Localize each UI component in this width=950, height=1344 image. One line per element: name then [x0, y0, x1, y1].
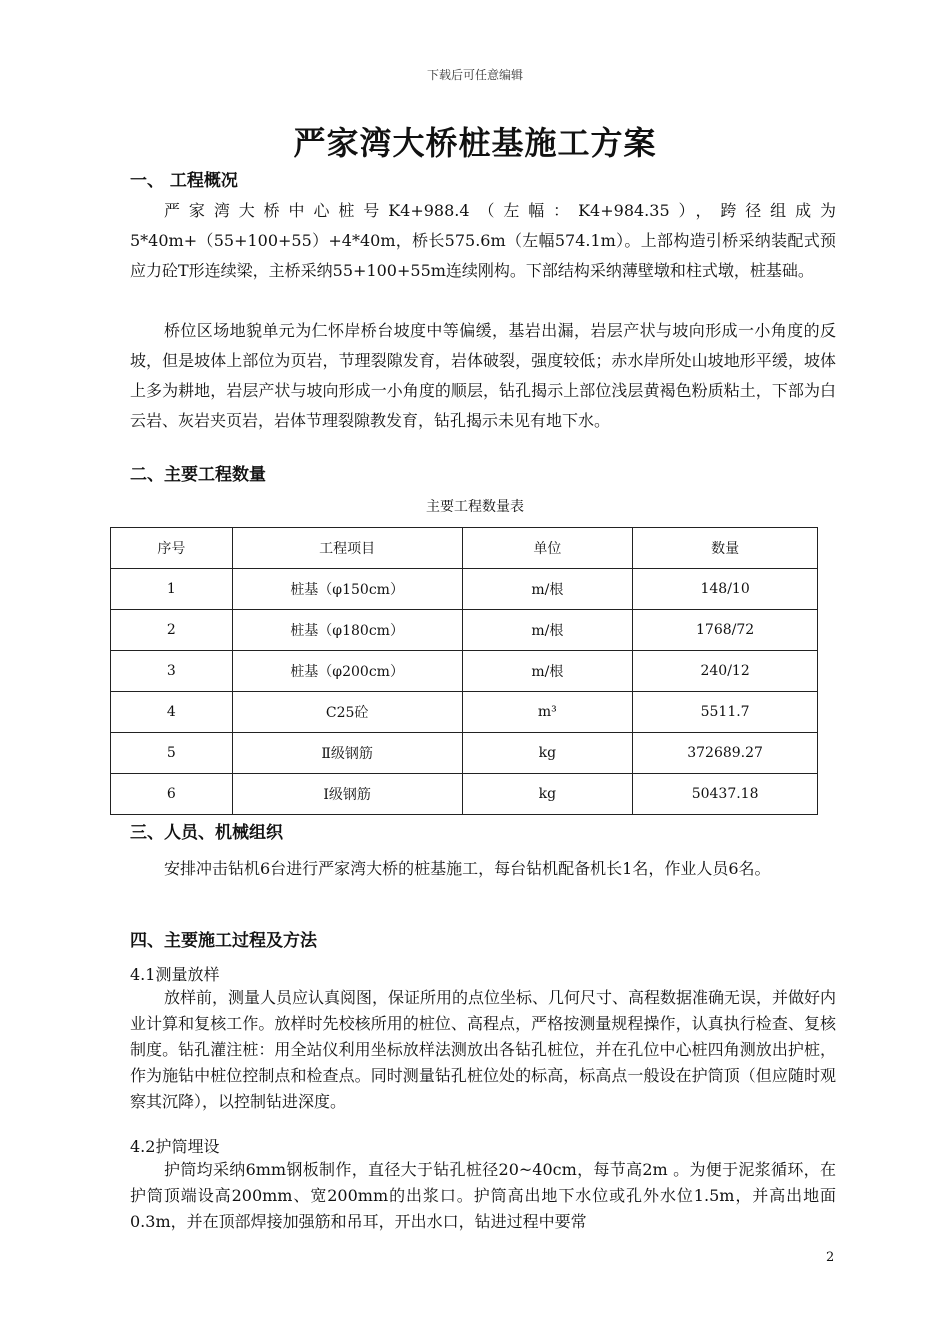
- table-cell: 1: [111, 569, 233, 610]
- column-header: 序号: [111, 528, 233, 569]
- table-cell: 50437.18: [633, 774, 818, 815]
- table-row: [111, 733, 818, 774]
- column-header: 单位: [462, 528, 633, 569]
- section-2-heading: 二、主要工程数量: [130, 465, 266, 485]
- table-header-row: [111, 528, 818, 569]
- quantity-table: [110, 527, 818, 815]
- table-cell: 4: [111, 692, 233, 733]
- section-1-heading: 一、 工程概况: [130, 171, 238, 191]
- table-cell: 桩基（φ200cm）: [232, 651, 462, 692]
- section-3-heading: 三、人员、机械组织: [130, 823, 283, 843]
- table-cell: m/根: [462, 651, 633, 692]
- table-row: [111, 774, 818, 815]
- subsection-4-2-paragraph: 护筒均采纳6mm钢板制作，直径大于钻孔桩径20~40cm，每节高2m 。为便于泥浆循环，在护筒顶端设高200mm、宽200mm的出浆口。护筒高出地下水位或孔外水位1.5m，并高出地面0.3m，并在顶部焊接加强筋和吊耳，开出水口，钻进过程中要常: [130, 1160, 836, 1231]
- table-cell: 6: [111, 774, 233, 815]
- table-cell: 5511.7: [633, 692, 818, 733]
- section-3-paragraph: 安排冲击钻机6台进行严家湾大桥的桩基施工，每台钻机配备机长1名，作业人员6名。: [164, 859, 771, 878]
- table-cell: 2: [111, 610, 233, 651]
- table-cell: Ⅱ级钢筋: [232, 733, 462, 774]
- section-1-paragraph-1: 严家湾大桥中心桩号K4+988.4（左幅：K4+984.35），跨径组成为5*40m+（55+100+55）+4*40m，桥长575.6m（左幅574.1m）。上部构造引桥采纳装配式预应力砼T形连续梁，主桥采纳55+100+55m连续刚构。下部结构采纳薄壁墩和柱式墩，桩基础。: [130, 201, 836, 280]
- subsection-4-1-paragraph: 放样前，测量人员应认真阅图，保证所用的点位坐标、几何尺寸、高程数据准确无误，并做好内业计算和复核工作。放样时先校核所用的桩位、高程点，严格按测量规程操作，认真执行检查、复核制度。钻孔灌注桩：用全站仪利用坐标放样法测放出各钻孔桩位，并在孔位中心桩四角测放出护桩，作为施钻中桩位控制点和检查点。同时测量钻孔桩位处的标高，标高点一般设在护筒顶（但应随时观察其沉降），以控制钻进深度。: [130, 988, 837, 1111]
- subsection-4-2-heading: 4.2护筒埋设: [130, 1137, 220, 1156]
- table-cell: 5: [111, 733, 233, 774]
- table-row: [111, 610, 818, 651]
- table-cell: 桩基（φ150cm）: [232, 569, 462, 610]
- table-cell: Ⅰ级钢筋: [232, 774, 462, 815]
- table-cell: C25砼: [232, 692, 462, 733]
- table-cell: kg: [462, 733, 633, 774]
- column-header: 数量: [633, 528, 818, 569]
- table-cell: m³: [462, 692, 633, 733]
- section-4-heading: 四、主要施工过程及方法: [130, 931, 317, 951]
- table-cell: 3: [111, 651, 233, 692]
- table-cell: 148/10: [633, 569, 818, 610]
- section-1-paragraph-2: 桥位区场地貌单元为仁怀岸桥台坡度中等偏缓，基岩出漏，岩层产状与坡向形成一小角度的反坡，但是坡体上部位为页岩，节理裂隙发育，岩体破裂，强度较低；赤水岸所处山坡地形平缓，坡体上多为耕地，岩层产状与坡向形成一小角度的顺层，钻孔揭示上部位浅层黄褐色粉质粘土，下部为白云岩、灰岩夹页岩，岩体节理裂隙教发育，钻孔揭示未见有地下水。: [130, 321, 836, 430]
- header-note: 下载后可任意编辑: [426, 68, 523, 82]
- table-cell: 240/12: [633, 651, 818, 692]
- table-row: [111, 569, 818, 610]
- subsection-4-1-heading: 4.1测量放样: [130, 965, 220, 984]
- table-cell: 1768/72: [633, 610, 818, 651]
- table-caption: 主要工程数量表: [426, 499, 524, 515]
- table-cell: kg: [462, 774, 633, 815]
- table-cell: 372689.27: [633, 733, 818, 774]
- table-cell: m/根: [462, 610, 633, 651]
- column-header: 工程项目: [232, 528, 462, 569]
- table-row: [111, 692, 818, 733]
- table-row: [111, 651, 818, 692]
- table-cell: 桩基（φ180cm）: [232, 610, 462, 651]
- page-number: 2: [826, 1250, 835, 1265]
- table-cell: m/根: [462, 569, 633, 610]
- document-title: 严家湾大桥桩基施工方案: [293, 124, 657, 162]
